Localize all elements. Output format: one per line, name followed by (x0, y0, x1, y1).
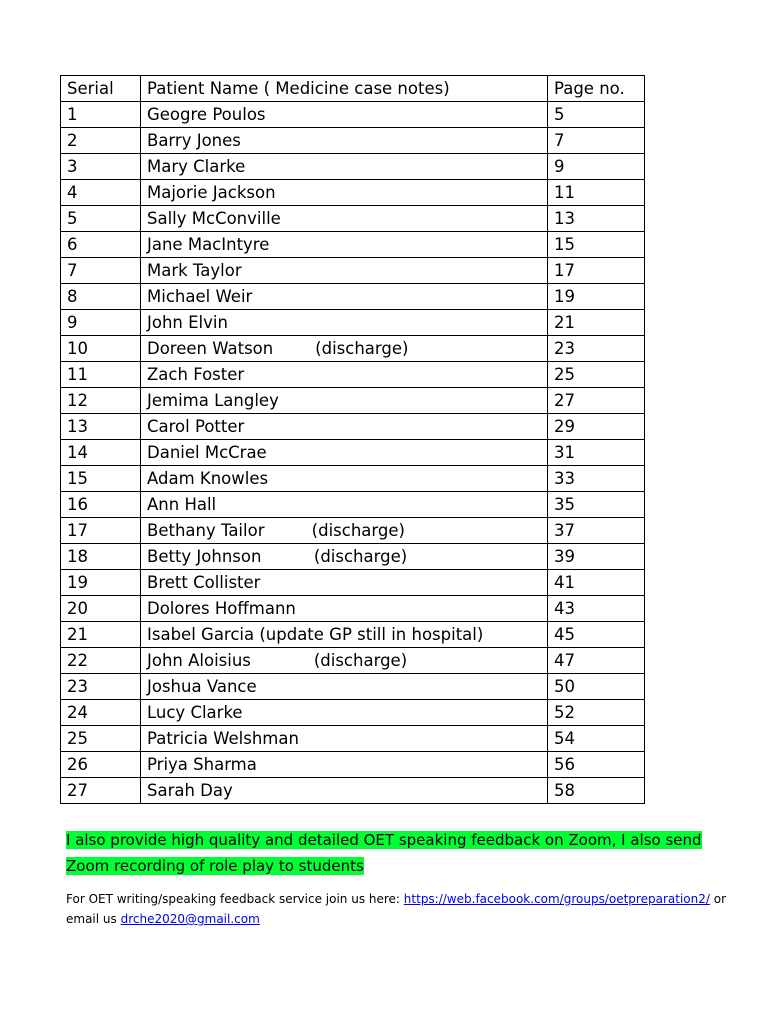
table-row (61, 154, 645, 180)
cell-patient-name: Dolores Hoffmann (141, 596, 548, 622)
cell-page-no: 50 (548, 674, 645, 700)
cell-serial: 8 (61, 284, 141, 310)
table-row (61, 414, 645, 440)
cell-patient-name: Ann Hall (141, 492, 548, 518)
header-patient-name: Patient Name ( Medicine case notes) (141, 76, 548, 102)
cell-serial: 18 (61, 544, 141, 570)
table-row (61, 284, 645, 310)
cell-page-no: 17 (548, 258, 645, 284)
cell-patient-name: Jemima Langley (141, 388, 548, 414)
cell-page-no: 23 (548, 336, 645, 362)
cell-page-no: 33 (548, 466, 645, 492)
footer-text-email-prefix: email us (66, 912, 121, 926)
cell-page-no: 47 (548, 648, 645, 674)
table-row (61, 258, 645, 284)
table-body (61, 102, 645, 804)
cell-serial: 12 (61, 388, 141, 414)
cell-page-no: 29 (548, 414, 645, 440)
header-page-no: Page no. (548, 76, 645, 102)
cell-page-no: 39 (548, 544, 645, 570)
cell-patient-name: Adam Knowles (141, 466, 548, 492)
cell-patient-name: Lucy Clarke (141, 700, 548, 726)
table-row (61, 128, 645, 154)
cell-page-no: 19 (548, 284, 645, 310)
table-row (61, 362, 645, 388)
table-row (61, 466, 645, 492)
cell-patient-name: Isabel Garcia (update GP still in hospital) (141, 622, 548, 648)
cell-page-no: 58 (548, 778, 645, 804)
cell-page-no: 21 (548, 310, 645, 336)
cell-page-no: 5 (548, 102, 645, 128)
cell-page-no: 13 (548, 206, 645, 232)
cell-patient-name: Barry Jones (141, 128, 548, 154)
cell-page-no: 11 (548, 180, 645, 206)
cell-serial: 9 (61, 310, 141, 336)
cell-serial: 1 (61, 102, 141, 128)
cell-serial: 6 (61, 232, 141, 258)
cell-serial: 20 (61, 596, 141, 622)
cell-patient-name: John Aloisius (discharge) (141, 648, 548, 674)
cell-page-no: 43 (548, 596, 645, 622)
table-row (61, 752, 645, 778)
footer-text-or: or (709, 892, 726, 906)
cell-serial: 16 (61, 492, 141, 518)
cell-serial: 17 (61, 518, 141, 544)
table-header-row (61, 76, 645, 102)
table-row (61, 544, 645, 570)
table-row (61, 440, 645, 466)
table-row (61, 310, 645, 336)
cell-serial: 4 (61, 180, 141, 206)
cell-serial: 5 (61, 206, 141, 232)
cell-page-no: 15 (548, 232, 645, 258)
cell-serial: 23 (61, 674, 141, 700)
cell-patient-name: Bethany Tailor (discharge) (141, 518, 548, 544)
footer-contact (66, 889, 726, 929)
cell-serial: 15 (61, 466, 141, 492)
cell-patient-name: Joshua Vance (141, 674, 548, 700)
cell-serial: 10 (61, 336, 141, 362)
email-link[interactable]: drche2020@gmail.com (120, 912, 260, 926)
table-row (61, 336, 645, 362)
cell-page-no: 54 (548, 726, 645, 752)
facebook-group-link[interactable]: https://web.facebook.com/groups/oetpreparation2/ (403, 892, 710, 906)
cell-patient-name: Michael Weir (141, 284, 548, 310)
table-row (61, 596, 645, 622)
cell-page-no: 37 (548, 518, 645, 544)
cell-patient-name: Daniel McCrae (141, 440, 548, 466)
cell-serial: 19 (61, 570, 141, 596)
cell-serial: 14 (61, 440, 141, 466)
cell-patient-name: Priya Sharma (141, 752, 548, 778)
table-row (61, 726, 645, 752)
cell-page-no: 9 (548, 154, 645, 180)
cell-patient-name: Sarah Day (141, 778, 548, 804)
table-row (61, 180, 645, 206)
cell-patient-name: Jane MacIntyre (141, 232, 548, 258)
cell-serial: 2 (61, 128, 141, 154)
cell-patient-name: Majorie Jackson (141, 180, 548, 206)
cell-page-no: 25 (548, 362, 645, 388)
table-row (61, 570, 645, 596)
table-row (61, 388, 645, 414)
cell-serial: 7 (61, 258, 141, 284)
cell-patient-name: Mark Taylor (141, 258, 548, 284)
cell-page-no: 31 (548, 440, 645, 466)
cell-serial: 25 (61, 726, 141, 752)
table-row (61, 674, 645, 700)
cell-serial: 21 (61, 622, 141, 648)
cell-page-no: 35 (548, 492, 645, 518)
cell-serial: 13 (61, 414, 141, 440)
cell-page-no: 56 (548, 752, 645, 778)
cell-patient-name: Sally McConville (141, 206, 548, 232)
cell-page-no: 27 (548, 388, 645, 414)
cell-patient-name: Patricia Welshman (141, 726, 548, 752)
cell-serial: 3 (61, 154, 141, 180)
cell-patient-name: Carol Potter (141, 414, 548, 440)
table-row (61, 648, 645, 674)
footer-text-intro: For OET writing/speaking feedback service join us here: (66, 892, 404, 906)
cell-serial: 24 (61, 700, 141, 726)
cell-serial: 26 (61, 752, 141, 778)
patient-case-notes-table (60, 75, 645, 804)
cell-patient-name: John Elvin (141, 310, 548, 336)
cell-patient-name: Betty Johnson (discharge) (141, 544, 548, 570)
cell-serial: 22 (61, 648, 141, 674)
promo-line-1: I also provide high quality and detailed OET speaking feedback on Zoom, I also send (66, 831, 702, 849)
table-row (61, 232, 645, 258)
cell-patient-name: Brett Collister (141, 570, 548, 596)
cell-serial: 11 (61, 362, 141, 388)
cell-page-no: 45 (548, 622, 645, 648)
table-row (61, 778, 645, 804)
cell-page-no: 52 (548, 700, 645, 726)
table-row (61, 492, 645, 518)
cell-page-no: 41 (548, 570, 645, 596)
cell-serial: 27 (61, 778, 141, 804)
table-row (61, 206, 645, 232)
cell-patient-name: Doreen Watson (discharge) (141, 336, 548, 362)
cell-page-no: 7 (548, 128, 645, 154)
cell-patient-name: Geogre Poulos (141, 102, 548, 128)
promo-notice (66, 827, 706, 879)
header-serial: Serial (61, 76, 141, 102)
cell-patient-name: Zach Foster (141, 362, 548, 388)
table-row (61, 622, 645, 648)
table-row (61, 518, 645, 544)
cell-patient-name: Mary Clarke (141, 154, 548, 180)
table-row (61, 700, 645, 726)
table-row (61, 102, 645, 128)
promo-line-2: Zoom recording of role play to students (66, 857, 364, 875)
